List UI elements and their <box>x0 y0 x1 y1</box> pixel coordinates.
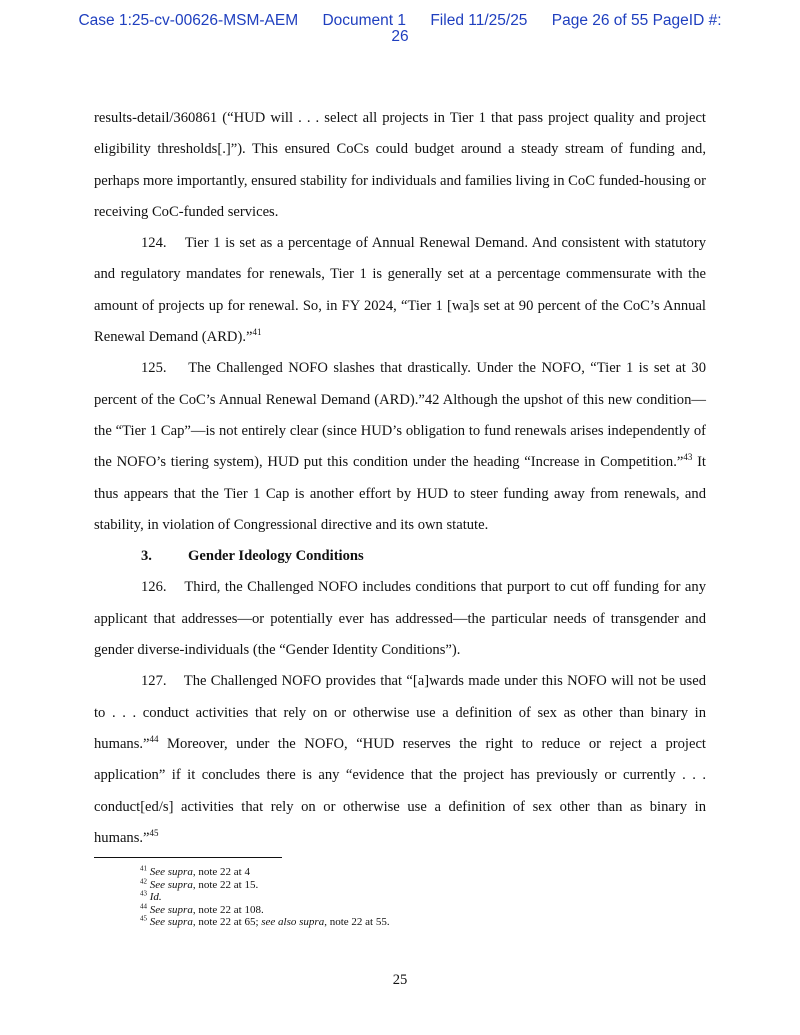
paragraph-125-text-b: It thus appears that the Tier 1 Cap is another effort by HUD to steer funding away from renewals, and stability, in violation of Congressional directive and its own statute. <box>94 454 706 533</box>
footnote-ref-41: 41 <box>252 327 262 338</box>
footnote <box>140 916 700 929</box>
footnote-text: , note 22 at 4 <box>192 866 250 878</box>
paragraph-continued: results-detail/360861 (“HUD will . . . select all projects in Tier 1 that pass project quality and project eligibility thresholds[.]”). This ensured CoCs could budget around a steady stream of funding and, perhaps more importantly, ensured stability for individuals and families living in CoC funded-housing or receiving CoC-funded services. <box>94 110 706 220</box>
footnote-citation-secondary: see also supra <box>261 916 325 929</box>
footnote-text-secondary: , note 22 at 55. <box>324 916 390 929</box>
footnote-ref-45: 45 <box>149 827 159 838</box>
footnote <box>140 866 700 879</box>
footnote <box>140 904 700 917</box>
footnote-citation: See supra <box>149 903 193 916</box>
footnote-number: 44 <box>140 902 147 911</box>
paragraph-127-text-a: 127. The Challenged NOFO provides that “[a]wards made under this NOFO will not be used to . . . conduct activities that rely on or otherwise use a definition of sex as other than binary in humans.” <box>94 673 706 752</box>
page-number: 25 <box>392 972 408 988</box>
page-of-total: Page 26 of 55 PageID #: <box>551 12 722 29</box>
court-filing-header <box>0 13 800 45</box>
footnote <box>140 891 700 904</box>
section-heading-text: Gender Ideology Conditions <box>188 548 364 565</box>
paragraph-124 <box>94 228 706 353</box>
paragraph-125 <box>94 353 706 541</box>
footnote-divider <box>94 857 282 858</box>
document-body <box>94 103 706 854</box>
footnote-citation: See supra <box>149 878 193 891</box>
document-number: Document 1 <box>322 12 407 29</box>
paragraph-125-text-a: 125. The Challenged NOFO slashes that drastically. Under the NOFO, “Tier 1 is set at 30 percent of the CoC’s Annual Renewal Demand (ARD).”42 Although the upshot of this new condition—the “Tier 1 Cap”—is not entirely clear (since HUD’s obligation to fund renewals arises independently of the NOFO’s tiering system), HUD put this condition under the heading “Increase in Competition.” <box>94 360 706 471</box>
footnote-text: , note 22 at 108. <box>192 903 264 916</box>
footnote-ref-43: 43 <box>683 452 693 463</box>
paragraph-127-text-b: Moreover, under the NOFO, “HUD reserves the right to reduce or reject a project application” if it concludes there is any “evidence that the project has previously or currently . . . conduct[ed/s] activities that rely on or otherwise use a definition of sex other than as binary in humans.” <box>94 735 706 846</box>
footnotes <box>140 866 700 929</box>
footnote-number: 43 <box>140 889 147 898</box>
footnote-ref-44: 44 <box>149 734 159 745</box>
case-number: Case 1:25-cv-00626-MSM-AEM <box>78 12 299 29</box>
footnote-citation: See supra <box>149 866 193 878</box>
footnote-number: 41 <box>140 864 147 873</box>
filed-date: Filed 11/25/25 <box>430 12 528 29</box>
paragraph-127 <box>94 666 706 854</box>
footnote-text: , note 22 at 65; <box>192 916 262 929</box>
section-heading-number: 3. <box>141 548 152 565</box>
footnote-number: 45 <box>140 914 147 923</box>
footnote-number: 42 <box>140 876 147 885</box>
footnote-citation: Id. <box>149 891 162 904</box>
paragraph-126: 126. Third, the Challenged NOFO includes conditions that purport to cut off funding for any applicant that addresses—or potentially ever has addressed—the particular needs of transgender and gender diverse-individuals (the “Gender Identity Conditions”). <box>94 579 706 659</box>
page-id: 26 <box>391 28 409 45</box>
footnote-citation: See supra <box>149 916 193 929</box>
footnote <box>140 876 700 892</box>
section-heading <box>94 541 706 572</box>
paragraph-124-text: 124. Tier 1 is set as a percentage of Annual Renewal Demand. And consistent with statutory and regulatory mandates for renewals, Tier 1 is generally set at a percentage commensurate with the amount of projects up for renewal. So, in FY 2024, “Tier 1 [wa]s set at 90 percent of the CoC’s Annual Renewal Demand (ARD).” <box>94 235 706 346</box>
footnote-text: , note 22 at 15. <box>192 878 259 891</box>
